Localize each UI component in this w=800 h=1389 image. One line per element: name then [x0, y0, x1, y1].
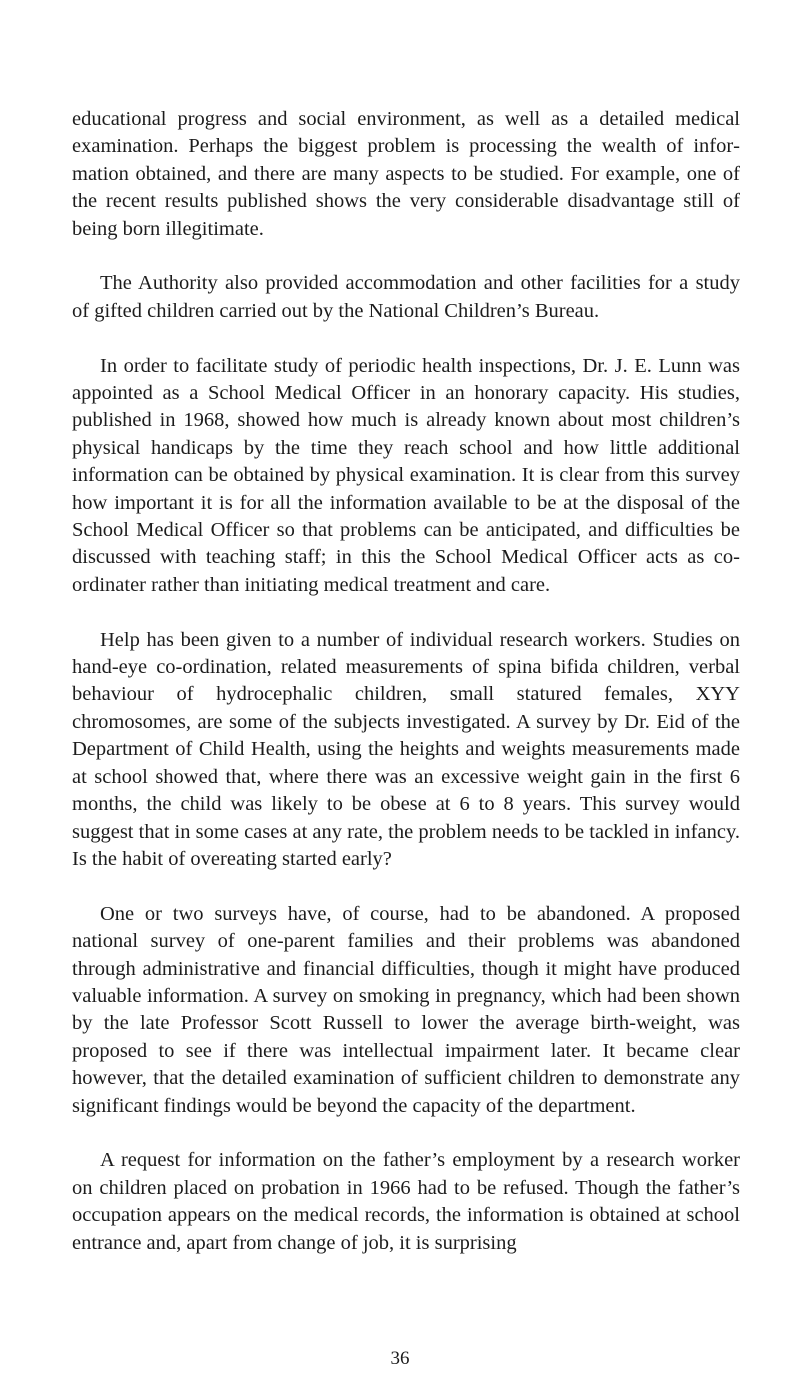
paragraph-gifted-children: The Authority also provided accommodation and other facilities for a study of gifted children carried out by the National Children’s Bureau.: [72, 272, 740, 322]
page-number: 36: [390, 1348, 410, 1369]
paragraph-information-request: A request for information on the father’s employment by a research worker on children placed on probation in 1966 had to be refused. Though the father’s occupation appears on the medical records, the information is obtained at school entrance and, apart from change of job, it is surprising: [72, 1149, 740, 1254]
page-body: [72, 106, 740, 1257]
paragraph-continuation: educational progress and social environment, as well as a detailed medical examination. Perhaps the biggest problem is processing the wealth of information obtained, and there are many aspects to be studied. For example, one of the recent results published shows the very considerable disadvantage still of being born illegitimate.: [72, 108, 740, 240]
paragraph-health-inspections: In order to facilitate study of periodic health inspections, Dr. J. E. Lunn was appointed as a School Medical Officer in an honorary capacity. His studies, published in 1968, showed how much is already known about most children’s physical handicaps by the time they reach school and how little additional information can be obtained by physical examination. It is clear from this survey how important it is for all the information available to be at the disposal of the School Medical Officer so that problems can be anticipated, and difficulties be discussed with teaching staff; in this the School Medical Officer acts as co-ordinater rather than initiating medical treatment and care.: [72, 354, 740, 596]
paragraph-abandoned-surveys: One or two surveys have, of course, had to be abandoned. A proposed national survey of one-parent families and their problems was abandoned through administrative and financial difficulties, though it might have produced valuable information. A survey on smoking in pregnancy, which had been shown by the late Professor Scott Russell to lower the average birth-weight, was proposed to see if there was intellectual impairment later. It became clear however, that the detailed examination of sufficient children to demonstrate any significant findings would be beyond the capacity of the department.: [72, 902, 740, 1117]
paragraph-research-workers: Help has been given to a number of individual research workers. Studies on hand-eye co-ordination, related measurements of spina bifida children, verbal behaviour of hydrocephalic children, small statured females, XYY chromosomes, are some of the subjects investigated. A survey by Dr. Eid of the Department of Child Health, using the heights and weights measurements made at school showed that, where there was an excessive weight gain in the first 6 months, the child was likely to be obese at 6 to 8 years. This survey would suggest that in some cases at any rate, the problem needs to be tackled in infancy. Is the habit of overeating started early?: [72, 628, 740, 870]
